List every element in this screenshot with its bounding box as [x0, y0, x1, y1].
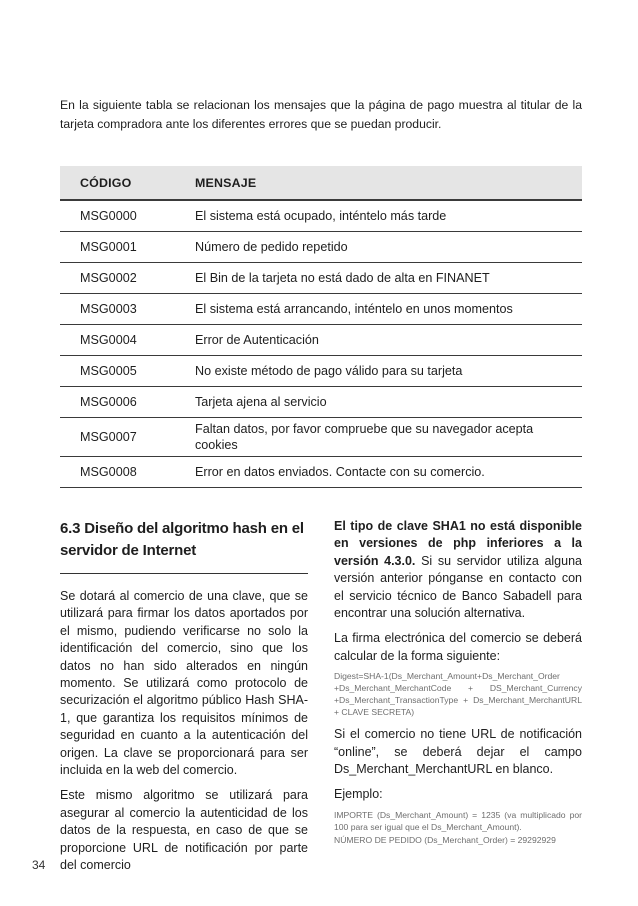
table-row [60, 232, 582, 263]
example-order: NÚMERO DE PEDIDO (Ds_Merchant_Order) = 29292929 [334, 834, 556, 845]
left-paragraph-1: Se dotará al comercio de una clave, que se utilizará para firmar los datos aportados por el mismo, pudiendo verificarse no solo la identificación del comercio, sino que los datos no han sido alterados en ningún momento. Se utilizará como protocolo de securización el algoritmo público Hash SHA-1, que garantiza los requisitos mínimos de seguridad en cuanto a la autenticación del origen. La clave se proporcionará para ser incluida en la web del comercio. [60, 589, 308, 778]
signature-intro: La firma electrónica del comercio se deberá calcular de la forma siguiente: [334, 631, 582, 663]
right-column [334, 518, 582, 846]
example-label: Ejemplo: [334, 787, 383, 802]
sha1-note-bold: El tipo de clave SHA1 no está disponible en versiones de php inferiores a la versión 4.3.0. [334, 519, 582, 568]
row-code: MSG0000 [60, 200, 177, 232]
table-row [60, 294, 582, 325]
example-amount: IMPORTE (Ds_Merchant_Amount) = 1235 (va multiplicado por 100 para ser igual que el Ds_Merchant_Amount). [334, 809, 582, 832]
row-code: MSG0005 [60, 356, 177, 387]
row-code: MSG0001 [60, 232, 177, 263]
sha1-note-paragraph [334, 518, 582, 622]
left-paragraph-2: Este mismo algoritmo se utilizará para asegurar al comercio la autenticidad de los datos de la respuesta, en caso de que se proporcione URL de notificación por parte del comercio [60, 788, 308, 873]
header-mensaje: MENSAJE [177, 166, 582, 200]
row-message: Error de Autenticación [177, 325, 582, 356]
row-message: Número de pedido repetido [177, 232, 582, 263]
row-code: MSG0002 [60, 263, 177, 294]
digest-formula: Digest=SHA-1(Ds_Merchant_Amount+Ds_Merchant_Order +Ds_Merchant_MerchantCode + DS_Merchant_Currency +Ds_Merchant_TransactionType + Ds_Merchant_MerchantURL + CLAVE SECRETA) [334, 671, 582, 718]
left-column [60, 518, 308, 875]
row-code: MSG0003 [60, 294, 177, 325]
table-row [60, 387, 582, 418]
table-row [60, 418, 582, 457]
row-code: MSG0008 [60, 457, 177, 488]
table-row [60, 457, 582, 488]
notification-url-note: Si el comercio no tiene URL de notificación “online”, se deberá dejar el campo Ds_Merchant_MerchantURL en blanco. [334, 727, 582, 777]
section-title: 6.3 Diseño del algoritmo hash en el servidor de Internet [60, 518, 308, 574]
table-row [60, 263, 582, 294]
row-message: Error en datos enviados. Contacte con su comercio. [177, 457, 582, 488]
row-message: Faltan datos, por favor compruebe que su navegador acepta cookies [177, 418, 582, 457]
row-code: MSG0006 [60, 387, 177, 418]
row-code: MSG0007 [60, 418, 177, 457]
row-code: MSG0004 [60, 325, 177, 356]
page-number: 34 [32, 858, 46, 872]
row-message: No existe método de pago válido para su tarjeta [177, 356, 582, 387]
header-codigo: CÓDIGO [60, 166, 177, 200]
table-row [60, 200, 582, 232]
row-message: Tarjeta ajena al servicio [177, 387, 582, 418]
row-message: El sistema está ocupado, inténtelo más tarde [177, 200, 582, 232]
error-messages-table [60, 166, 582, 488]
row-message: El Bin de la tarjeta no está dado de alta en FINANET [177, 263, 582, 294]
sha1-note-rest: Si su servidor utiliza alguna versión anterior pónganse en contacto con el servicio técnico de Banco Sabadell para encontrar una solución alternativa. [334, 553, 582, 621]
table-row [60, 325, 582, 356]
table-row [60, 356, 582, 387]
row-message: El sistema está arrancando, inténtelo en unos momentos [177, 294, 582, 325]
intro-paragraph: En la siguiente tabla se relacionan los mensajes que la página de pago muestra al titular de la tarjeta compradora ante los diferentes errores que se puedan producir. [60, 98, 582, 131]
table-header-row [60, 166, 582, 200]
